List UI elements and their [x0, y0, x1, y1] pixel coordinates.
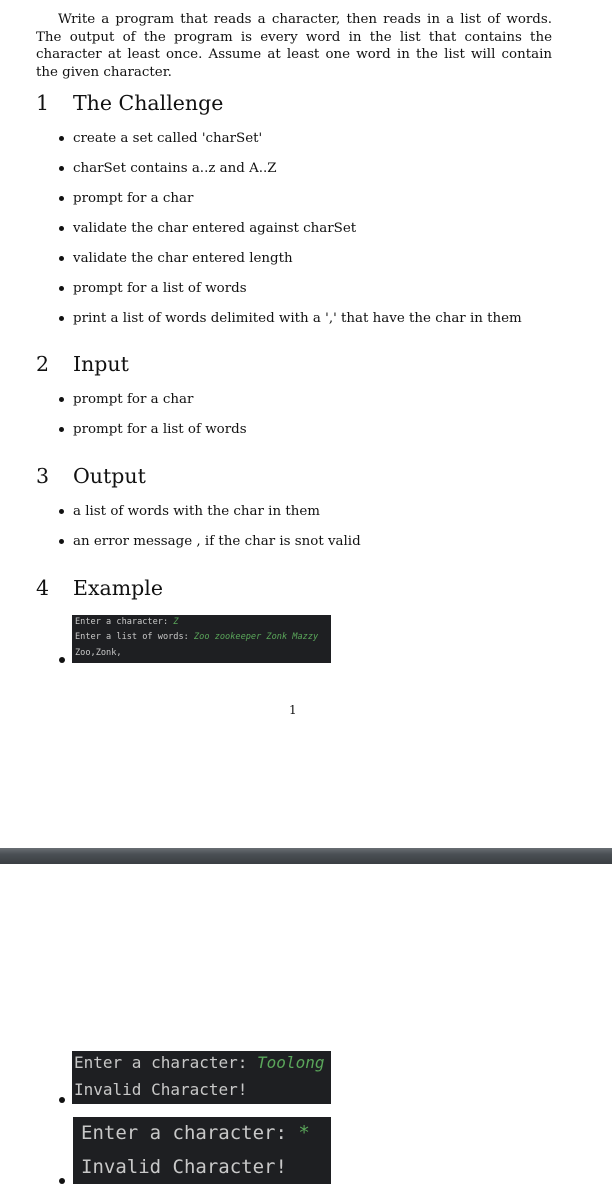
list-item: prompt for a char — [58, 190, 522, 220]
section-number: 4 — [36, 576, 50, 600]
list-item: prompt for a char — [58, 391, 247, 421]
list-item: validate the char entered against charSet — [58, 220, 522, 250]
terminal-line — [74, 1053, 324, 1072]
list-item: prompt for a list of words — [58, 421, 247, 451]
list-item: print a list of words delimited with a ',' that have the char in them — [58, 310, 522, 340]
section-heading-output — [36, 463, 146, 489]
terminal-line: Invalid Character! — [74, 1080, 248, 1099]
section-heading-example — [36, 575, 163, 601]
list-item: prompt for a list of words — [58, 280, 522, 310]
list-item: validate the char entered length — [58, 250, 522, 280]
terminal-prompt: Enter a character: — [75, 617, 174, 627]
section-number: 1 — [36, 91, 50, 115]
section-number: 2 — [36, 352, 50, 376]
intro-paragraph: Write a program that reads a character, then reads in a list of words. The output of the program is every word in the list that contains the character at least once. Assume at least one word in the list will contain the given character. — [36, 12, 552, 80]
terminal-screenshot-example-2 — [72, 1051, 331, 1104]
terminal-prompt: Enter a character: — [81, 1122, 299, 1144]
page-divider — [0, 848, 612, 864]
list-item: create a set called 'charSet' — [58, 130, 522, 160]
terminal-input: Z — [173, 617, 179, 627]
section-title: Example — [73, 576, 163, 600]
section-title: The Challenge — [73, 91, 224, 115]
section-number: 3 — [36, 464, 50, 488]
terminal-line — [75, 632, 318, 642]
section-title: Input — [73, 352, 129, 376]
section-title: Output — [73, 464, 146, 488]
terminal-line — [75, 617, 179, 627]
terminal-prompt: Enter a list of words: — [75, 632, 194, 642]
terminal-prompt: Enter a character: — [74, 1053, 258, 1072]
list-item: charSet contains a..z and A..Z — [58, 160, 522, 190]
output-list — [58, 503, 361, 563]
list-item: an error message , if the char is snot valid — [58, 533, 361, 563]
terminal-input: Zoo zookeeper Zonk Mazzy — [194, 632, 319, 642]
list-item: a list of words with the char in them — [58, 503, 361, 533]
terminal-line: Zoo,Zonk, — [75, 648, 122, 658]
terminal-line: Invalid Character! — [81, 1156, 287, 1178]
input-list — [58, 391, 247, 451]
terminal-input: Toolong — [257, 1053, 325, 1072]
section-heading-input — [36, 351, 129, 377]
page-number: 1 — [289, 703, 297, 717]
terminal-input: * — [298, 1122, 310, 1144]
bullet-dot — [59, 657, 65, 663]
terminal-line — [81, 1122, 310, 1144]
challenge-list — [58, 130, 522, 340]
terminal-screenshot-example-1 — [72, 615, 331, 663]
terminal-screenshot-example-3 — [73, 1117, 331, 1184]
bullet-dot — [59, 1178, 65, 1184]
bullet-dot — [59, 1097, 65, 1103]
section-heading-challenge — [36, 90, 223, 116]
